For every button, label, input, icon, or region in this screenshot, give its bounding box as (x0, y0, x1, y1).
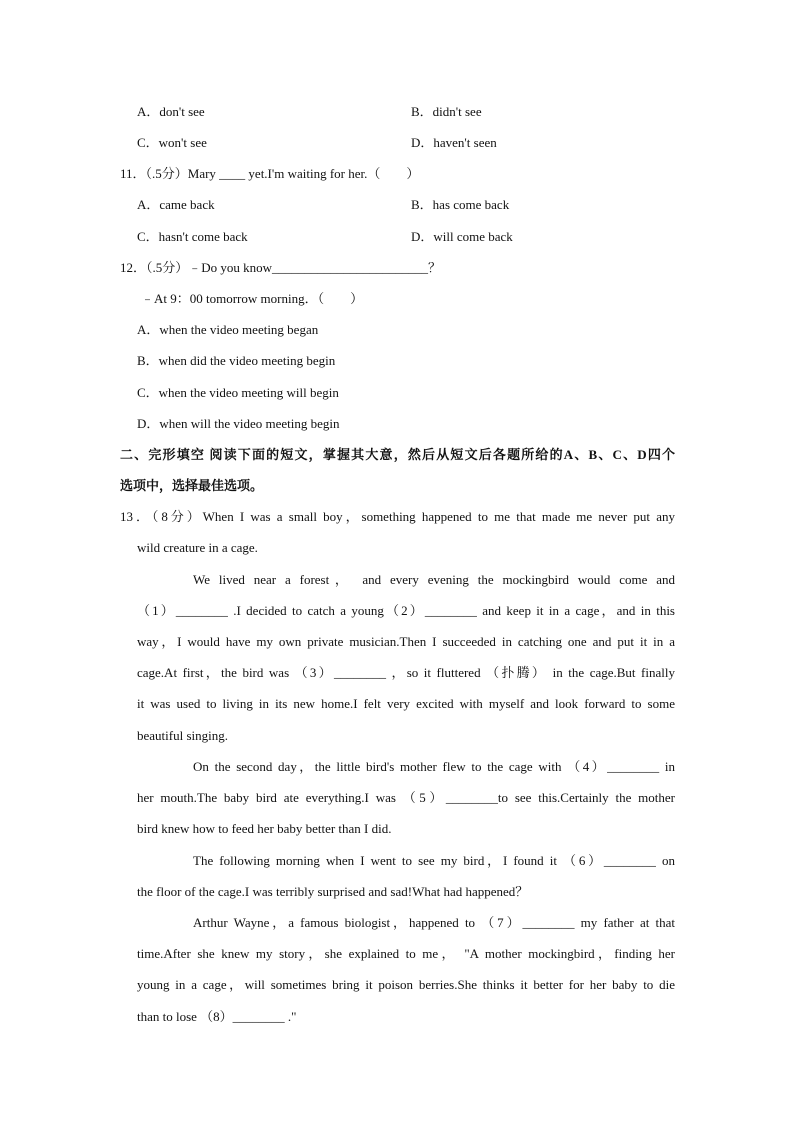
q13-p1-line4: cage.At first，the bird was （3）________ ，so it fluttered （扑腾） in the cage.But finally (137, 665, 675, 680)
q10-option-b: B．didn't see (411, 104, 482, 119)
q13-p4-line3: young in a cage，will sometimes bring it poison berries.She thinks it better for her baby to die (137, 977, 675, 992)
q10-option-a: A．don't see (137, 104, 205, 119)
q13-p4-line1: Arthur Wayne，a famous biologist，happened to （7）________ my father at that (193, 915, 675, 930)
q10-option-c: C．won't see (137, 135, 207, 150)
q11-option-b: B．has come back (411, 197, 510, 212)
q13-p4-line4: than to lose （8）________ ." (137, 1009, 297, 1024)
q13-p2-line3: bird knew how to feed her baby better than I did. (137, 821, 392, 836)
q13-p3-line2: the floor of the cage.I was terribly surprised and sad!What had happened？ (137, 884, 529, 899)
q13-p1-line6: beautiful singing. (137, 728, 228, 743)
q13-p1-line1: We lived near a forest， and every evening the mockingbird would come and (193, 572, 675, 587)
q12-option-d: D．when will the video meeting begin (137, 416, 340, 431)
q13-intro-line1: 13．（8分）When I was a small boy，something happened to me that made me never put any (120, 509, 675, 524)
q11-option-c: C．hasn't come back (137, 229, 248, 244)
q13-p4-line2: time.After she knew my story，she explained to me， "A mother mockingbird，finding her (137, 946, 675, 961)
q12-stem: 12．（.5分）﹣Do you know________________________？ (120, 260, 442, 275)
q13-p2-line1: On the second day，the little bird's mother flew to the cage with （4）________ in (193, 759, 675, 774)
q12-option-a: A．when the video meeting began (137, 322, 319, 337)
q11-stem: 11．（.5分）Mary ____ yet.I'm waiting for her.（ ） (120, 166, 420, 181)
q13-p1-line3: way，I would have my own private musician.Then I succeeded in catching one and put it in a (137, 634, 675, 649)
q13-intro-line2: wild creature in a cage. (137, 540, 258, 555)
q13-p1-line5: it was used to living in its new home.I felt very excited with myself and look forward to some (137, 696, 675, 711)
section2-heading-line2: 选项中，选择最佳选项。 (120, 478, 264, 493)
q13-p3-line1: The following morning when I went to see my bird，I found it （6）________ on (193, 853, 675, 868)
q13-p2-line2: her mouth.The baby bird ate everything.I was （5）________to see this.Certainly the mother (137, 790, 675, 805)
q10-option-d: D．haven't seen (411, 135, 497, 150)
q11-option-a: A．came back (137, 197, 215, 212)
section2-heading-line1: 二、完形填空 阅读下面的短文，掌握其大意，然后从短文后各题所给的A、B、C、D四个 (120, 447, 675, 462)
q11-option-d: D．will come back (411, 229, 513, 244)
q12-option-c: C．when the video meeting will begin (137, 385, 339, 400)
q12-option-b: B．when did the video meeting begin (137, 353, 336, 368)
q13-p1-line2: （1）________ .I decided to catch a young（2）________ and keep it in a cage，and in this (137, 603, 675, 618)
q12-answer-line: ﹣At 9：00 tomorrow morning．（ ） (141, 291, 364, 306)
